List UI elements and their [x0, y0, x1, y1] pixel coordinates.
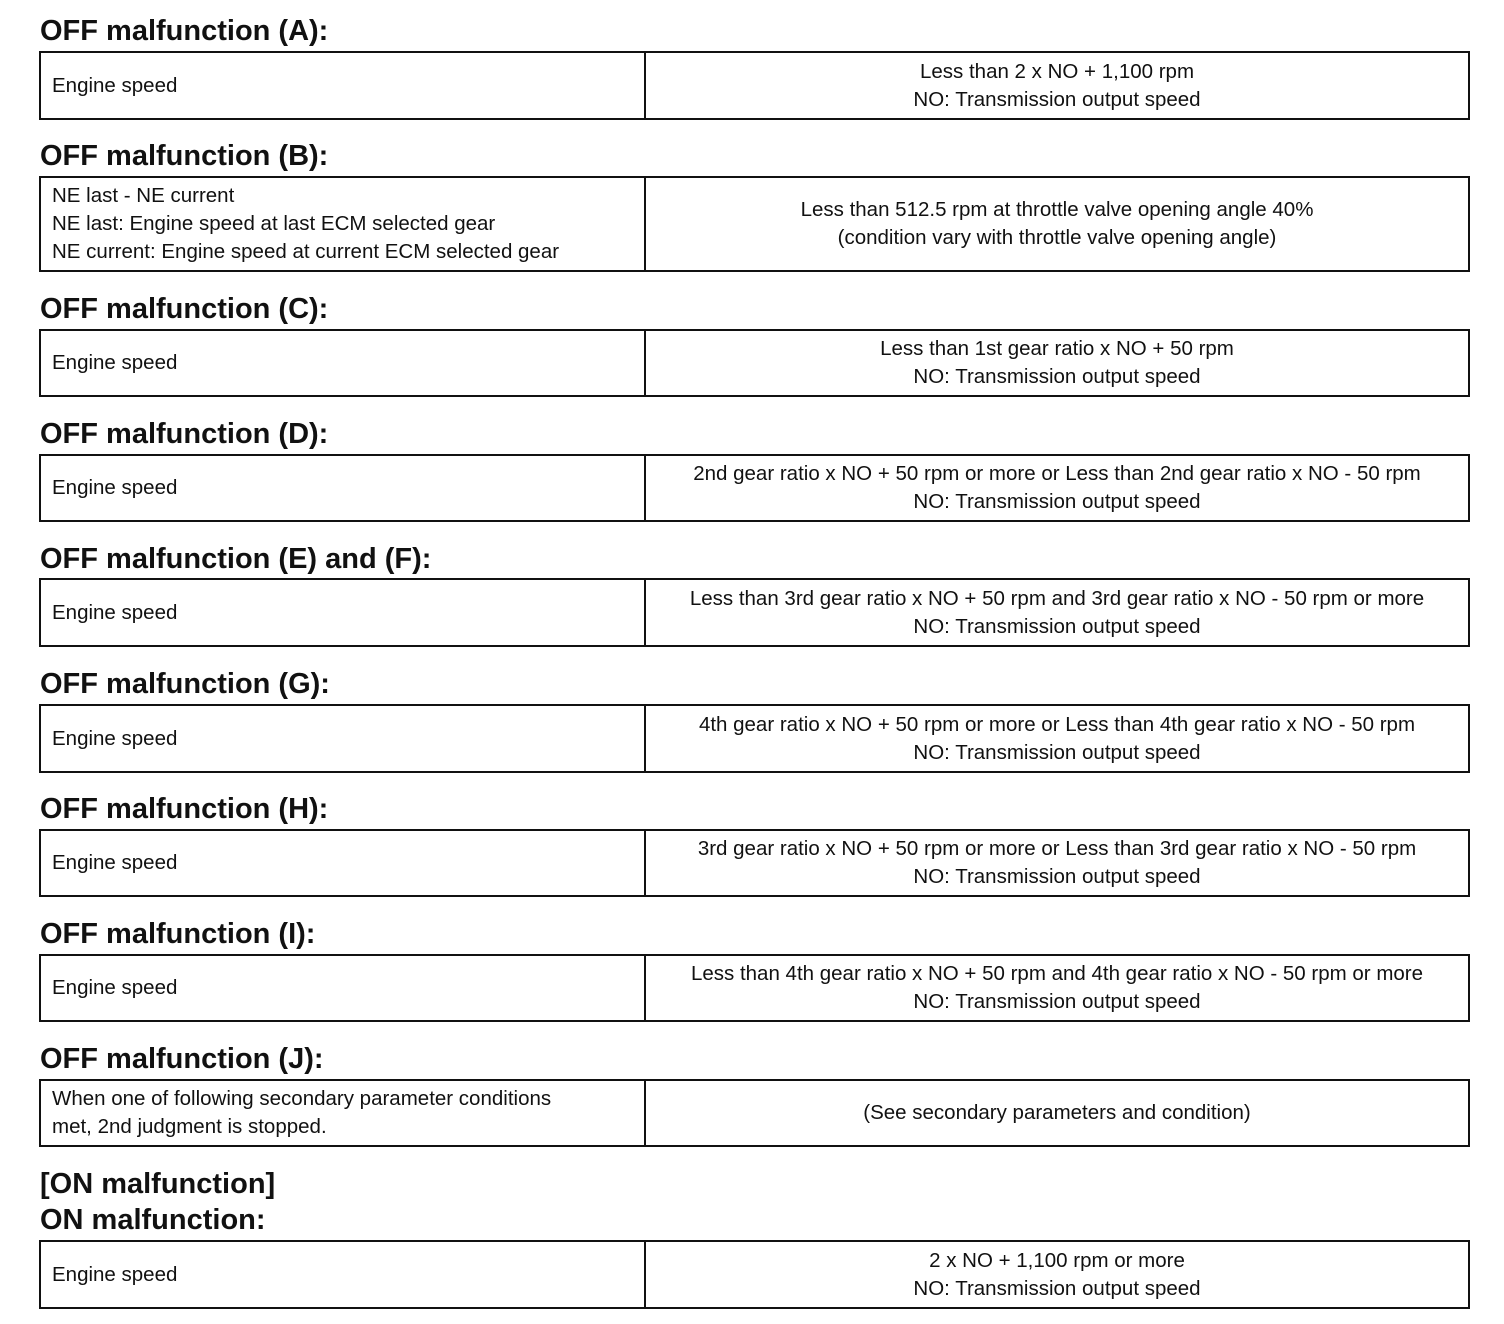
- condition-cell: [646, 456, 1468, 520]
- condition-line: Less than 512.5 rpm at throttle valve opening angle 40%: [800, 198, 1314, 221]
- parameter-line: Engine speed: [52, 73, 178, 97]
- condition-cell: [646, 580, 1468, 645]
- section-heading-c: OFF malfunction (C):: [40, 293, 329, 325]
- parameter-line: Engine speed: [52, 1262, 178, 1286]
- parameter-cell: [41, 53, 646, 118]
- condition-line: NO: Transmission output speed: [913, 490, 1201, 513]
- condition-table-on: [39, 1240, 1470, 1309]
- parameter-line: Engine speed: [52, 976, 178, 999]
- condition-cell: [646, 956, 1468, 1020]
- condition-table-b: [39, 176, 1470, 272]
- section-heading-e-f: OFF malfunction (E) and (F):: [40, 543, 432, 575]
- parameter-cell: [41, 831, 646, 895]
- section-heading-a: OFF malfunction (A):: [40, 15, 329, 47]
- condition-cell: [646, 706, 1468, 771]
- condition-cell: [646, 1081, 1468, 1145]
- section-heading-g: OFF malfunction (G):: [40, 668, 330, 700]
- parameter-line: Engine speed: [52, 351, 178, 374]
- condition-cell: [646, 53, 1468, 118]
- section-heading-d: OFF malfunction (D):: [40, 418, 329, 450]
- parameter-cell: [41, 1242, 646, 1307]
- parameter-line: NE last: Engine speed at last ECM selected gear: [52, 212, 496, 235]
- parameter-line: NE last - NE current: [52, 184, 235, 207]
- condition-table-a: [39, 51, 1470, 120]
- condition-line: NO: Transmission output speed: [913, 365, 1201, 388]
- parameter-line: Engine speed: [52, 476, 178, 499]
- condition-line: Less than 4th gear ratio x NO + 50 rpm and 4th gear ratio x NO - 50 rpm or more: [690, 962, 1424, 985]
- condition-cell: [646, 1242, 1468, 1307]
- condition-line: 3rd gear ratio x NO + 50 rpm or more or Less than 3rd gear ratio x NO - 50 rpm: [697, 837, 1417, 860]
- condition-table-g: [39, 704, 1470, 773]
- parameter-line: Engine speed: [52, 851, 178, 874]
- condition-cell: [646, 331, 1468, 395]
- condition-table-h: [39, 829, 1470, 897]
- condition-line: 2nd gear ratio x NO + 50 rpm or more or Less than 2nd gear ratio x NO - 50 rpm: [693, 462, 1421, 485]
- on-malfunction-title: [ON malfunction]: [40, 1168, 276, 1200]
- condition-line: NO: Transmission output speed: [913, 740, 1201, 764]
- parameter-cell: [41, 456, 646, 520]
- section-heading-j: OFF malfunction (J):: [40, 1043, 324, 1075]
- condition-line: NO: Transmission output speed: [913, 990, 1201, 1013]
- condition-table-c: [39, 329, 1470, 397]
- section-heading-h: OFF malfunction (H):: [40, 793, 329, 825]
- condition-line: NO: Transmission output speed: [913, 865, 1201, 888]
- condition-line: 4th gear ratio x NO + 50 rpm or more or Less than 4th gear ratio x NO - 50 rpm: [698, 712, 1416, 736]
- parameter-cell: [41, 706, 646, 771]
- parameter-cell: [41, 956, 646, 1020]
- on-malfunction-heading: ON malfunction:: [40, 1204, 266, 1236]
- parameter-cell: [41, 331, 646, 395]
- parameter-cell: [41, 178, 646, 270]
- condition-table-e-f: [39, 578, 1470, 647]
- condition-line: (condition vary with throttle valve opening angle): [837, 226, 1277, 249]
- condition-line: NO: Transmission output speed: [913, 1276, 1201, 1300]
- condition-line: Less than 3rd gear ratio x NO + 50 rpm and 3rd gear ratio x NO - 50 rpm or more: [689, 586, 1425, 610]
- condition-cell: [646, 831, 1468, 895]
- parameter-cell: [41, 580, 646, 645]
- condition-table-j: [39, 1079, 1470, 1147]
- parameter-line: NE current: Engine speed at current ECM selected gear: [52, 240, 560, 263]
- condition-line: (See secondary parameters and condition): [863, 1101, 1251, 1124]
- condition-line: NO: Transmission output speed: [913, 614, 1201, 638]
- condition-cell: [646, 178, 1468, 270]
- section-heading-b: OFF malfunction (B):: [40, 140, 329, 172]
- parameter-line: When one of following secondary parameter conditions: [52, 1087, 552, 1110]
- condition-table-i: [39, 954, 1470, 1022]
- parameter-cell: [41, 1081, 646, 1145]
- condition-table-d: [39, 454, 1470, 522]
- condition-line: NO: Transmission output speed: [913, 87, 1201, 111]
- section-heading-i: OFF malfunction (I):: [40, 918, 316, 950]
- condition-line: Less than 1st gear ratio x NO + 50 rpm: [880, 337, 1234, 360]
- parameter-line: met, 2nd judgment is stopped.: [52, 1115, 327, 1138]
- condition-line: 2 x NO + 1,100 rpm or more: [929, 1248, 1185, 1272]
- condition-line: Less than 2 x NO + 1,100 rpm: [919, 59, 1195, 83]
- parameter-line: Engine speed: [52, 726, 178, 750]
- parameter-line: Engine speed: [52, 600, 178, 624]
